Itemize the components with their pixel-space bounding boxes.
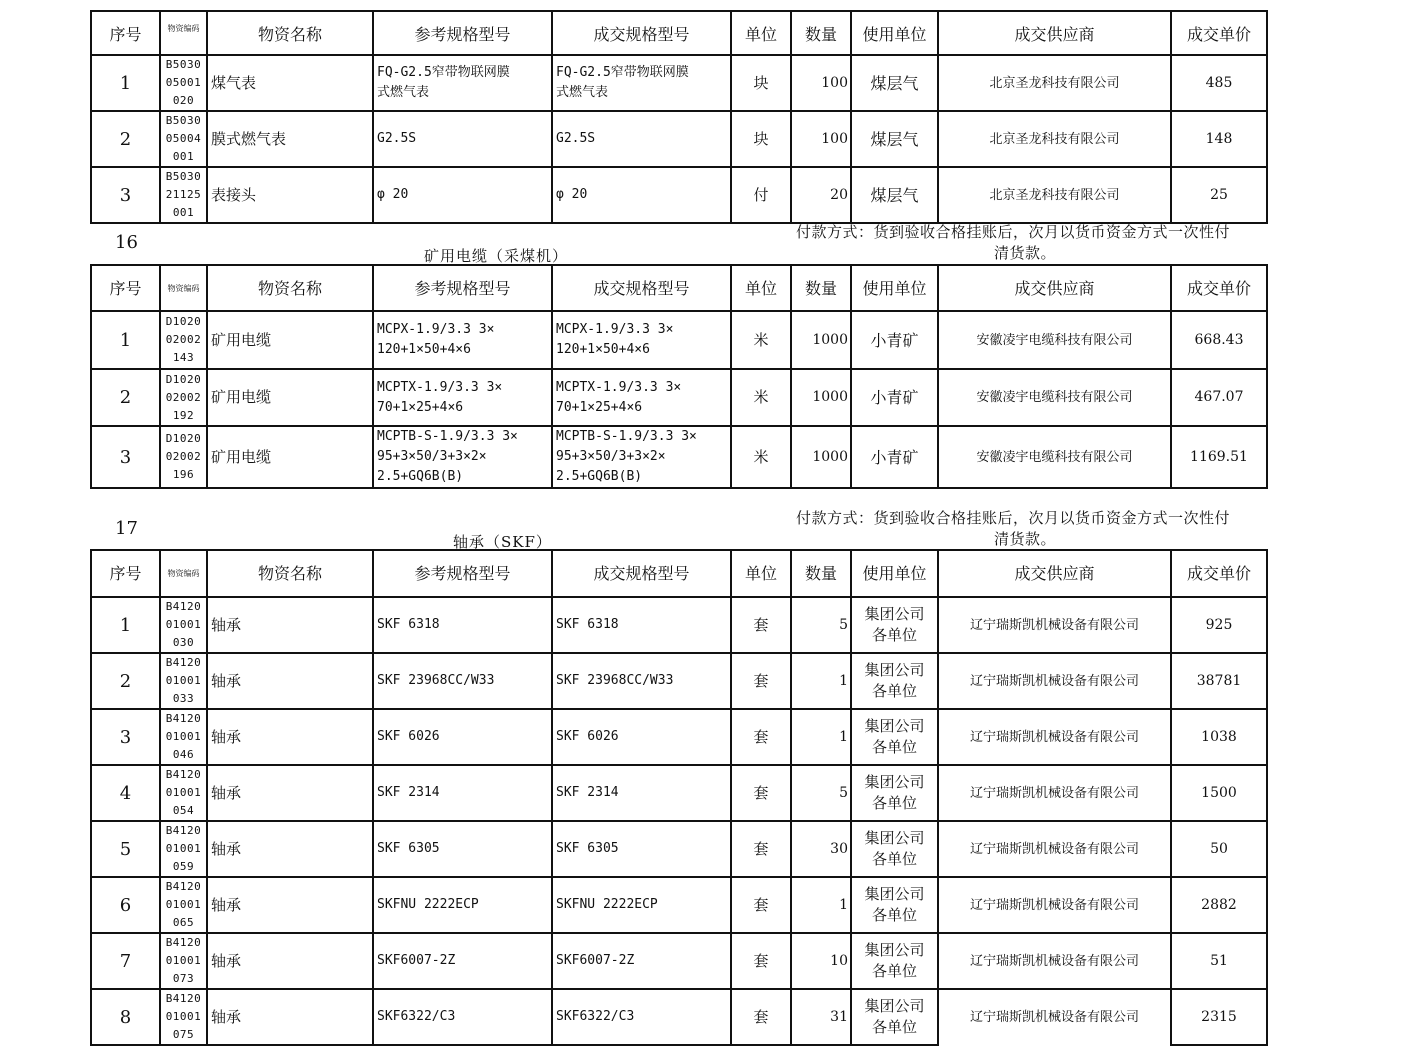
cell-line: 01001 [165, 898, 202, 911]
header-ref-spec: 参考规格型号 [373, 550, 552, 597]
payment-line-1: 付款方式：货到验收合格挂账后，次月以货币资金方式一次性付 [796, 223, 1231, 241]
cell-line: 02002 [165, 390, 202, 404]
table-section-17 [90, 549, 1268, 1046]
cell-line: B4120 [165, 768, 202, 781]
cell-line: 2.5+GQ6B(B) [556, 469, 643, 484]
header-code: 物资编码 [160, 265, 207, 311]
cell-line: SKF 2314 [377, 785, 440, 800]
cell-ref-spec [373, 369, 552, 426]
table-row [91, 709, 1267, 765]
cell-line: 01001 [165, 674, 202, 687]
cell-line: 059 [172, 860, 195, 873]
payment-line-2: 清货款。 [994, 530, 1057, 548]
cell-seq: 1 [91, 311, 160, 369]
header-deal-spec: 成交规格型号 [552, 11, 731, 55]
cell-user [851, 765, 938, 821]
cell-ref-spec [373, 597, 552, 653]
cell-line: 046 [172, 748, 195, 761]
cell-line: B5030 [165, 114, 202, 127]
header-unit: 单位 [731, 550, 791, 597]
cell-seq: 2 [91, 111, 160, 167]
cell-seq: 1 [91, 55, 160, 111]
cell-line: 各单位 [871, 794, 917, 812]
table-row [91, 311, 1267, 369]
cell-line: 集团公司 [864, 997, 925, 1015]
table-row [91, 765, 1267, 821]
cell-seq: 1 [91, 597, 160, 653]
header-supplier: 成交供应商 [938, 265, 1171, 311]
cell-price: 668.43 [1171, 311, 1267, 369]
cell-line: SKF6007-2Z [556, 953, 635, 968]
cell-code [160, 426, 207, 488]
cell-line: 120+1×50+4×6 [556, 342, 650, 357]
cell-seq: 3 [91, 426, 160, 488]
cell-line: 030 [172, 636, 195, 649]
cell-ref-spec [373, 933, 552, 989]
cell-code [160, 55, 207, 111]
cell-line: B4120 [165, 936, 202, 949]
cell-price: 50 [1171, 821, 1267, 877]
cell-seq: 5 [91, 821, 160, 877]
cell-unit: 套 [731, 653, 791, 709]
cell-code [160, 877, 207, 933]
cell-qty: 1000 [791, 311, 851, 369]
header-name: 物资名称 [207, 265, 373, 311]
cell-ref-spec [373, 877, 552, 933]
header-code: 物资编码 [160, 11, 207, 55]
cell-line: 各单位 [871, 682, 917, 700]
cell-line: 02002 [165, 333, 202, 346]
cell-line: SKF 6305 [556, 841, 619, 856]
header-user: 使用单位 [851, 265, 938, 311]
cell-ref-spec [373, 311, 552, 369]
cell-line: 001 [172, 206, 195, 219]
cell-line: B4120 [165, 824, 202, 837]
cell-deal-spec [552, 369, 731, 426]
header-user: 使用单位 [851, 11, 938, 55]
cell-line: 033 [172, 692, 195, 705]
cell-supplier: 安徽凌宇电缆科技有限公司 [938, 369, 1171, 426]
cell-name: 轴承 [207, 821, 373, 877]
cell-line: 70+1×25+4×6 [377, 399, 464, 415]
cell-line: SKF 23968CC/W33 [556, 673, 674, 688]
cell-deal-spec [552, 765, 731, 821]
cell-line: 各单位 [871, 626, 917, 644]
cell-qty: 1 [791, 877, 851, 933]
cell-qty: 5 [791, 597, 851, 653]
cell-code [160, 111, 207, 167]
section-16-number: 16 [115, 232, 138, 253]
cell-user [851, 877, 938, 933]
cell-line: D1020 [165, 315, 202, 328]
cell-line: B4120 [165, 600, 202, 613]
cell-line: 075 [172, 1028, 195, 1041]
table-row [91, 369, 1267, 426]
cell-line: SKF 6026 [556, 729, 619, 744]
cell-ref-spec [373, 709, 552, 765]
cell-supplier: 辽宁瑞斯凯机械设备有限公司 [938, 653, 1171, 709]
table-header-row [91, 265, 1267, 311]
cell-line: φ 20 [377, 187, 409, 202]
header-supplier: 成交供应商 [938, 550, 1171, 597]
cell-seq: 8 [91, 989, 160, 1045]
cell-user [851, 597, 938, 653]
cell-user [851, 653, 938, 709]
cell-code [160, 369, 207, 426]
cell-seq: 2 [91, 369, 160, 426]
cell-line: 式燃气表 [556, 85, 609, 100]
cell-line: 01001 [165, 842, 202, 855]
cell-user [851, 933, 938, 989]
cell-line: SKF 6318 [556, 617, 619, 632]
cell-price: 38781 [1171, 653, 1267, 709]
cell-seq: 3 [91, 709, 160, 765]
cell-supplier: 北京圣龙科技有限公司 [938, 167, 1171, 223]
cell-unit: 米 [731, 369, 791, 426]
cell-deal-spec [552, 167, 731, 223]
cell-line: SKF 6305 [377, 841, 440, 856]
section-17-number: 17 [115, 518, 138, 539]
header-ref-spec: 参考规格型号 [373, 265, 552, 311]
header-deal-spec: 成交规格型号 [552, 265, 731, 311]
payment-line-1: 付款方式：货到验收合格挂账后，次月以货币资金方式一次性付 [796, 509, 1231, 527]
cell-line: 020 [172, 94, 195, 107]
cell-deal-spec [552, 709, 731, 765]
cell-line: 95+3×50/3+3×2× [556, 449, 666, 464]
cell-deal-spec [552, 55, 731, 111]
table-row [91, 111, 1267, 167]
cell-line: 192 [172, 408, 195, 422]
cell-name: 轴承 [207, 653, 373, 709]
cell-deal-spec [552, 933, 731, 989]
cell-name: 轴承 [207, 989, 373, 1045]
payment-line-2: 清货款。 [994, 244, 1057, 262]
cell-ref-spec [373, 426, 552, 488]
cell-price: 925 [1171, 597, 1267, 653]
cell-line: MCPX-1.9/3.3 3× [556, 322, 674, 337]
cell-name: 表接头 [207, 167, 373, 223]
cell-line: D1020 [165, 432, 202, 445]
cell-ref-spec [373, 989, 552, 1045]
header-deal-spec: 成交规格型号 [552, 550, 731, 597]
cell-line: 143 [172, 351, 195, 364]
header-name: 物资名称 [207, 11, 373, 55]
cell-code [160, 653, 207, 709]
cell-supplier: 辽宁瑞斯凯机械设备有限公司 [938, 877, 1171, 933]
cell-supplier: 辽宁瑞斯凯机械设备有限公司 [938, 989, 1171, 1045]
cell-user [851, 821, 938, 877]
cell-line: 05001 [165, 76, 202, 89]
header-price: 成交单价 [1171, 11, 1267, 55]
cell-line: 120+1×50+4×6 [377, 342, 471, 357]
cell-seq: 3 [91, 167, 160, 223]
cell-line: MCPTX-1.9/3.3 3× [377, 379, 503, 395]
cell-supplier: 北京圣龙科技有限公司 [938, 55, 1171, 111]
section-17-payment-terms [796, 508, 1266, 550]
cell-code [160, 709, 207, 765]
cell-supplier: 辽宁瑞斯凯机械设备有限公司 [938, 709, 1171, 765]
cell-unit: 套 [731, 877, 791, 933]
header-price: 成交单价 [1171, 550, 1267, 597]
cell-price: 1169.51 [1171, 426, 1267, 488]
cell-line: 各单位 [871, 738, 917, 756]
table-row [91, 821, 1267, 877]
cell-line: 2.5+GQ6B(B) [377, 469, 464, 484]
cell-line: 式燃气表 [377, 85, 430, 100]
header-unit: 单位 [731, 265, 791, 311]
cell-unit: 块 [731, 55, 791, 111]
cell-code [160, 597, 207, 653]
cell-line: 集团公司 [864, 773, 925, 791]
header-seq: 序号 [91, 11, 160, 55]
cell-line: 196 [172, 468, 195, 481]
section-16-title: 矿用电缆（采煤机） [424, 247, 569, 265]
cell-price: 2315 [1171, 989, 1267, 1045]
cell-price: 51 [1171, 933, 1267, 989]
header-unit: 单位 [731, 11, 791, 55]
table-section-16 [90, 264, 1268, 489]
cell-ref-spec [373, 55, 552, 111]
table-header-row [91, 550, 1267, 597]
cell-unit: 套 [731, 989, 791, 1045]
cell-line: MCPTB-S-1.9/3.3 3× [556, 429, 697, 444]
cell-supplier: 辽宁瑞斯凯机械设备有限公司 [938, 933, 1171, 989]
cell-supplier: 辽宁瑞斯凯机械设备有限公司 [938, 597, 1171, 653]
table-row [91, 877, 1267, 933]
cell-deal-spec [552, 111, 731, 167]
cell-seq: 2 [91, 653, 160, 709]
cell-ref-spec [373, 821, 552, 877]
header-qty: 数量 [791, 265, 851, 311]
section-16-payment-terms [796, 222, 1266, 264]
header-user: 使用单位 [851, 550, 938, 597]
cell-unit: 米 [731, 426, 791, 488]
header-supplier: 成交供应商 [938, 11, 1171, 55]
cell-line: 05004 [165, 132, 202, 145]
cell-code [160, 933, 207, 989]
cell-line: 70+1×25+4×6 [556, 399, 643, 415]
cell-line: B4120 [165, 656, 202, 669]
cell-deal-spec [552, 989, 731, 1045]
cell-line: SKF 6026 [377, 729, 440, 744]
cell-ref-spec [373, 111, 552, 167]
cell-user: 小青矿 [851, 311, 938, 369]
cell-line: G2.5S [556, 131, 596, 146]
cell-line: 01001 [165, 1010, 202, 1023]
table-row [91, 597, 1267, 653]
table-row [91, 989, 1267, 1045]
cell-unit: 套 [731, 597, 791, 653]
cell-name: 轴承 [207, 933, 373, 989]
cell-price: 2882 [1171, 877, 1267, 933]
header-price: 成交单价 [1171, 265, 1267, 311]
cell-line: SKF6007-2Z [377, 953, 456, 968]
cell-line: 各单位 [871, 1018, 917, 1036]
cell-seq: 4 [91, 765, 160, 821]
cell-seq: 7 [91, 933, 160, 989]
cell-price: 467.07 [1171, 369, 1267, 426]
table-row [91, 933, 1267, 989]
table-header-row [91, 11, 1267, 55]
cell-deal-spec [552, 821, 731, 877]
cell-deal-spec [552, 311, 731, 369]
cell-line: φ 20 [556, 187, 588, 202]
cell-line: 集团公司 [864, 605, 925, 623]
cell-line: 各单位 [871, 850, 917, 868]
cell-price: 1500 [1171, 765, 1267, 821]
cell-user: 小青矿 [851, 369, 938, 426]
cell-line: SKF6322/C3 [377, 1009, 456, 1024]
cell-line: 065 [172, 916, 195, 929]
cell-price: 485 [1171, 55, 1267, 111]
cell-qty: 30 [791, 821, 851, 877]
cell-unit: 套 [731, 765, 791, 821]
cell-line: 01001 [165, 730, 202, 743]
cell-line: 001 [172, 150, 195, 163]
cell-unit: 米 [731, 311, 791, 369]
table-row [91, 167, 1267, 223]
table-row [91, 653, 1267, 709]
cell-name: 膜式燃气表 [207, 111, 373, 167]
cell-unit: 套 [731, 821, 791, 877]
table-section-15 [90, 10, 1268, 224]
header-seq: 序号 [91, 550, 160, 597]
cell-line: SKF 6318 [377, 617, 440, 632]
header-code: 物资编码 [160, 550, 207, 597]
cell-user: 煤层气 [851, 55, 938, 111]
cell-qty: 10 [791, 933, 851, 989]
cell-code [160, 765, 207, 821]
cell-line: B5030 [165, 170, 202, 183]
cell-line: G2.5S [377, 131, 417, 146]
cell-name: 矿用电缆 [207, 311, 373, 369]
cell-price: 25 [1171, 167, 1267, 223]
cell-line: 01001 [165, 618, 202, 631]
cell-seq: 6 [91, 877, 160, 933]
cell-line: 01001 [165, 954, 202, 967]
cell-qty: 1 [791, 653, 851, 709]
cell-line: 各单位 [871, 906, 917, 924]
cell-user [851, 709, 938, 765]
cell-supplier: 辽宁瑞斯凯机械设备有限公司 [938, 821, 1171, 877]
cell-qty: 5 [791, 765, 851, 821]
cell-supplier: 安徽凌宇电缆科技有限公司 [938, 311, 1171, 369]
cell-line: 054 [172, 804, 195, 817]
cell-line: SKF 2314 [556, 785, 619, 800]
cell-name: 煤气表 [207, 55, 373, 111]
cell-deal-spec [552, 597, 731, 653]
cell-deal-spec [552, 877, 731, 933]
section-17-title: 轴承（SKF） [453, 533, 552, 551]
cell-name: 轴承 [207, 597, 373, 653]
cell-name: 轴承 [207, 765, 373, 821]
cell-code [160, 821, 207, 877]
cell-qty: 100 [791, 111, 851, 167]
cell-unit: 套 [731, 709, 791, 765]
cell-supplier: 安徽凌宇电缆科技有限公司 [938, 426, 1171, 488]
cell-line: 21125 [165, 188, 202, 201]
cell-user [851, 989, 938, 1045]
cell-line: FQ-G2.5窄带物联网膜 [377, 65, 510, 80]
cell-line: SKF6322/C3 [556, 1009, 635, 1024]
cell-line: 集团公司 [864, 717, 925, 735]
cell-line: 各单位 [871, 962, 917, 980]
cell-qty: 20 [791, 167, 851, 223]
cell-line: B5030 [165, 58, 202, 71]
header-qty: 数量 [791, 550, 851, 597]
cell-line: 集团公司 [864, 661, 925, 679]
cell-line: 02002 [165, 450, 202, 463]
cell-name: 矿用电缆 [207, 369, 373, 426]
table-row [91, 55, 1267, 111]
cell-line: 95+3×50/3+3×2× [377, 449, 487, 464]
cell-code [160, 167, 207, 223]
cell-user: 煤层气 [851, 167, 938, 223]
cell-ref-spec [373, 167, 552, 223]
cell-qty: 1000 [791, 369, 851, 426]
header-name: 物资名称 [207, 550, 373, 597]
cell-unit: 块 [731, 111, 791, 167]
cell-deal-spec [552, 653, 731, 709]
cell-line: MCPTB-S-1.9/3.3 3× [377, 429, 518, 444]
cell-code [160, 989, 207, 1045]
cell-line: MCPTX-1.9/3.3 3× [556, 379, 682, 395]
cell-line: SKFNU 2222ECP [377, 897, 479, 912]
cell-qty: 31 [791, 989, 851, 1045]
cell-ref-spec [373, 653, 552, 709]
cell-line: B4120 [165, 992, 202, 1005]
cell-supplier: 辽宁瑞斯凯机械设备有限公司 [938, 765, 1171, 821]
cell-line: 集团公司 [864, 885, 925, 903]
header-qty: 数量 [791, 11, 851, 55]
cell-supplier: 北京圣龙科技有限公司 [938, 111, 1171, 167]
cell-line: 集团公司 [864, 829, 925, 847]
cell-line: MCPX-1.9/3.3 3× [377, 322, 495, 337]
cell-line: SKFNU 2222ECP [556, 897, 658, 912]
cell-price: 1038 [1171, 709, 1267, 765]
cell-line: 集团公司 [864, 941, 925, 959]
cell-code [160, 311, 207, 369]
cell-user: 煤层气 [851, 111, 938, 167]
cell-name: 矿用电缆 [207, 426, 373, 488]
cell-line: B4120 [165, 712, 202, 725]
header-ref-spec: 参考规格型号 [373, 11, 552, 55]
header-seq: 序号 [91, 265, 160, 311]
cell-line: D1020 [165, 372, 202, 386]
cell-user: 小青矿 [851, 426, 938, 488]
cell-line: B4120 [165, 880, 202, 893]
cell-line: 01001 [165, 786, 202, 799]
cell-unit: 套 [731, 933, 791, 989]
cell-qty: 1 [791, 709, 851, 765]
cell-line: FQ-G2.5窄带物联网膜 [556, 65, 689, 80]
cell-price: 148 [1171, 111, 1267, 167]
cell-qty: 1000 [791, 426, 851, 488]
cell-name: 轴承 [207, 709, 373, 765]
cell-name: 轴承 [207, 877, 373, 933]
cell-deal-spec [552, 426, 731, 488]
cell-unit: 付 [731, 167, 791, 223]
cell-ref-spec [373, 765, 552, 821]
cell-qty: 100 [791, 55, 851, 111]
cell-line: SKF 23968CC/W33 [377, 673, 495, 688]
cell-line: 073 [172, 972, 195, 985]
table-row [91, 426, 1267, 488]
